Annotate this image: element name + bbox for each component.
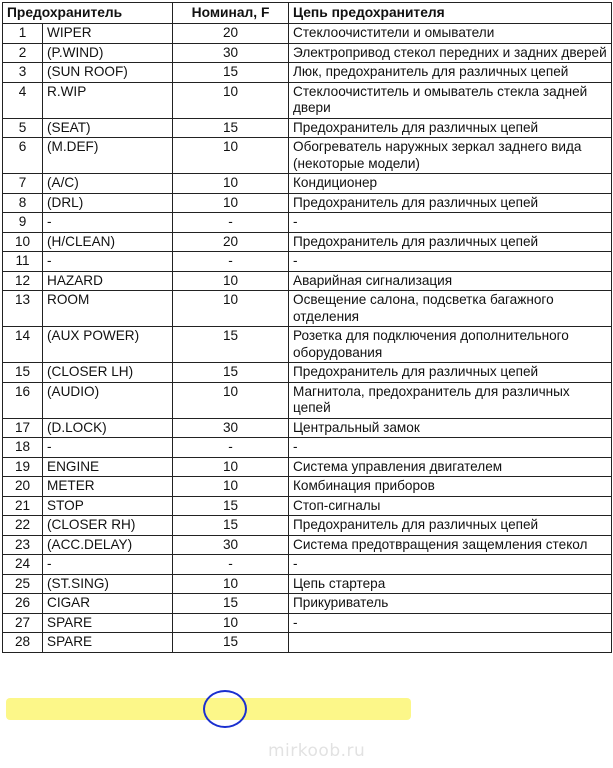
fuse-rating: 10 [173,138,289,174]
fuse-name: ENGINE [43,457,173,477]
fuse-rating: - [173,438,289,458]
fuse-rating: 15 [173,633,289,653]
fuse-number: 10 [3,232,43,252]
table-row [3,213,612,233]
fuse-name: (AUDIO) [43,382,173,418]
fuse-rating: 20 [173,24,289,44]
table-row [3,138,612,174]
fuse-number: 11 [3,252,43,272]
fuse-circuit: Комбинация приборов [289,477,612,497]
table-row [3,613,612,633]
table-row [3,363,612,383]
fuse-rating: 10 [173,477,289,497]
fuse-name: - [43,213,173,233]
fuse-number: 14 [3,327,43,363]
fuse-name: (P.WIND) [43,43,173,63]
fuse-name: HAZARD [43,271,173,291]
fuse-rating: 10 [173,457,289,477]
table-row [3,438,612,458]
header-circuit: Цепь предохранителя [289,3,612,24]
fuse-number: 1 [3,24,43,44]
fuse-circuit: - [289,613,612,633]
fuse-number: 13 [3,291,43,327]
table-row [3,555,612,575]
header-rating: Номинал, F [173,3,289,24]
fuse-rating: 15 [173,516,289,536]
table-row [3,496,612,516]
fuse-number: 25 [3,574,43,594]
fuse-name: SPARE [43,613,173,633]
fuse-circuit: Стеклоочиститель и омыватель стекла задней двери [289,82,612,118]
fuse-circuit: - [289,438,612,458]
fuse-number: 9 [3,213,43,233]
fuse-number: 2 [3,43,43,63]
circled-rating-mark [203,690,247,728]
table-row [3,43,612,63]
fuse-rating: 10 [173,193,289,213]
fuse-number: 5 [3,118,43,138]
fuse-name: R.WIP [43,82,173,118]
fuse-name: SPARE [43,633,173,653]
fuse-circuit: Освещение салона, подсветка багажного отделения [289,291,612,327]
fuse-number: 8 [3,193,43,213]
fuse-name: (DRL) [43,193,173,213]
fuse-number: 22 [3,516,43,536]
table-row [3,118,612,138]
fuse-rating: 15 [173,118,289,138]
fuse-name: - [43,438,173,458]
fuse-circuit: Электропривод стекол передних и задних дверей [289,43,612,63]
fuse-number: 28 [3,633,43,653]
fuse-rating: 15 [173,496,289,516]
table-row [3,82,612,118]
fuse-rating: 15 [173,327,289,363]
fuse-number: 26 [3,594,43,614]
fuse-rating: 10 [173,271,289,291]
fuse-table-container [2,2,611,653]
fuse-name: STOP [43,496,173,516]
fuse-name: (A/C) [43,174,173,194]
fuse-rating: 30 [173,418,289,438]
header-row [3,3,612,24]
table-row [3,252,612,272]
table-row [3,574,612,594]
table-row [3,457,612,477]
fuse-name: - [43,252,173,272]
table-row [3,594,612,614]
fuse-number: 4 [3,82,43,118]
fuse-rating: 15 [173,363,289,383]
fuse-circuit: Предохранитель для различных цепей [289,118,612,138]
fuse-circuit: Предохранитель для различных цепей [289,363,612,383]
fuse-circuit: Кондиционер [289,174,612,194]
fuse-name: (ST.SING) [43,574,173,594]
fuse-table [2,2,612,653]
fuse-number: 3 [3,63,43,83]
fuse-rating: 10 [173,574,289,594]
fuse-circuit: Аварийная сигнализация [289,271,612,291]
fuse-circuit: Розетка для подключения дополнительного оборудования [289,327,612,363]
fuse-name: (SUN ROOF) [43,63,173,83]
fuse-name: ROOM [43,291,173,327]
table-row [3,271,612,291]
fuse-circuit: - [289,555,612,575]
highlighter-mark [6,698,411,720]
fuse-rating: 15 [173,594,289,614]
fuse-name: METER [43,477,173,497]
fuse-name: (M.DEF) [43,138,173,174]
fuse-circuit: Цепь стартера [289,574,612,594]
fuse-number: 24 [3,555,43,575]
table-row [3,174,612,194]
fuse-number: 21 [3,496,43,516]
fuse-number: 15 [3,363,43,383]
table-row [3,535,612,555]
fuse-number: 17 [3,418,43,438]
fuse-name: - [43,555,173,575]
fuse-circuit: Стоп-сигналы [289,496,612,516]
table-row [3,63,612,83]
fuse-circuit: Магнитола, предохранитель для различных цепей [289,382,612,418]
fuse-circuit: Предохранитель для различных цепей [289,516,612,536]
watermark: mirkoob.ru [268,741,366,761]
fuse-name: WIPER [43,24,173,44]
fuse-name: (AUX POWER) [43,327,173,363]
fuse-number: 18 [3,438,43,458]
fuse-rating: 10 [173,174,289,194]
fuse-circuit: - [289,252,612,272]
fuse-rating: 15 [173,63,289,83]
fuse-rating: 30 [173,43,289,63]
fuse-circuit: Предохранитель для различных цепей [289,232,612,252]
fuse-number: 23 [3,535,43,555]
fuse-name: CIGAR [43,594,173,614]
fuse-rating: 30 [173,535,289,555]
fuse-circuit: Система предотвращения защемления стекол [289,535,612,555]
table-row [3,327,612,363]
table-row [3,232,612,252]
fuse-name: (CLOSER LH) [43,363,173,383]
fuse-circuit: Предохранитель для различных цепей [289,193,612,213]
fuse-rating: 20 [173,232,289,252]
fuse-circuit: - [289,213,612,233]
table-row [3,382,612,418]
fuse-circuit: Система управления двигателем [289,457,612,477]
fuse-number: 20 [3,477,43,497]
fuse-rating: - [173,213,289,233]
fuse-name: (H/CLEAN) [43,232,173,252]
fuse-rating: 10 [173,82,289,118]
table-row [3,24,612,44]
table-row [3,477,612,497]
fuse-number: 12 [3,271,43,291]
fuse-circuit: Люк, предохранитель для различных цепей [289,63,612,83]
fuse-number: 27 [3,613,43,633]
fuse-number: 19 [3,457,43,477]
fuse-number: 6 [3,138,43,174]
fuse-number: 16 [3,382,43,418]
table-row [3,633,612,653]
fuse-name: (CLOSER RH) [43,516,173,536]
header-fuse: Предохранитель [3,3,173,24]
fuse-rating: 10 [173,291,289,327]
table-row [3,418,612,438]
fuse-circuit: Центральный замок [289,418,612,438]
fuse-circuit: Стеклоочистители и омыватели [289,24,612,44]
fuse-rating: - [173,252,289,272]
fuse-number: 7 [3,174,43,194]
fuse-name: (ACC.DELAY) [43,535,173,555]
fuse-table-body [3,24,612,653]
table-row [3,193,612,213]
fuse-rating: 10 [173,613,289,633]
fuse-rating: 10 [173,382,289,418]
fuse-circuit: Прикуриватель [289,594,612,614]
fuse-name: (SEAT) [43,118,173,138]
fuse-name: (D.LOCK) [43,418,173,438]
fuse-circuit: Обогреватель наружных зеркал заднего вида (некоторые модели) [289,138,612,174]
table-row [3,291,612,327]
fuse-rating: - [173,555,289,575]
table-row [3,516,612,536]
fuse-circuit [289,633,612,653]
